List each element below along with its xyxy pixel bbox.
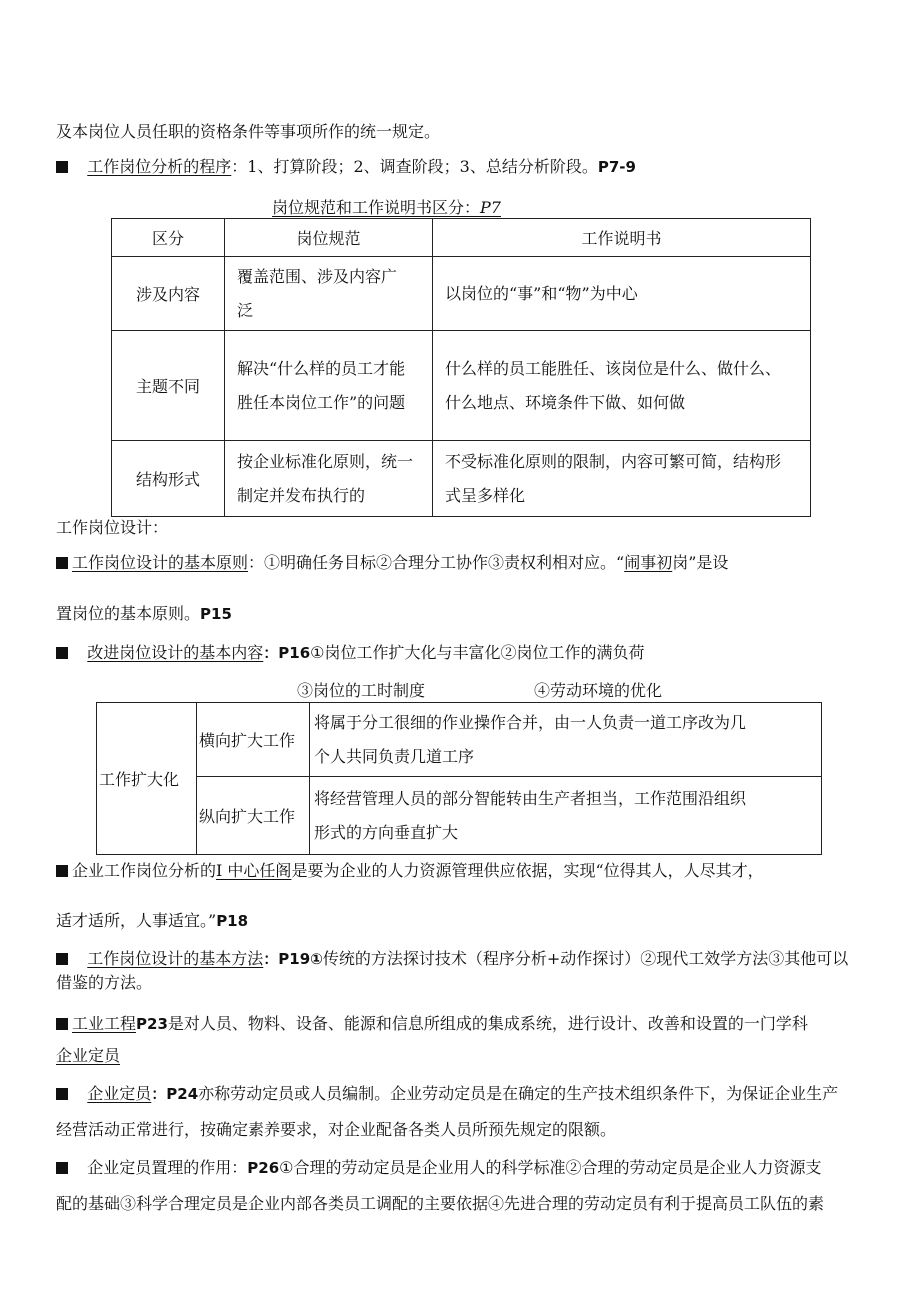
center-task-cont: [56, 910, 248, 932]
bullet-square-icon: [56, 1088, 68, 1100]
table-header: 岗位规范: [225, 219, 433, 257]
improve-sub1: ③岗位的工时制度: [297, 681, 426, 700]
underlined-text: 闹事初: [624, 553, 673, 572]
term-text: ①合理的劳动定员是企业用人的科学标准②合理的劳动定员是企业人力资源支: [279, 1158, 822, 1177]
term-title: 工业工程: [72, 1014, 137, 1033]
center-task-line: [56, 860, 764, 882]
section-heading: 企业定员: [56, 1046, 121, 1065]
page-ref: ：P24: [151, 1085, 199, 1103]
table-row: [112, 331, 811, 441]
table-cell: 不受标准化原则的限制，内容可繁可简，结构形 式呈多样化: [433, 441, 811, 517]
term-text: 传统的方法探讨技术（程序分析+动作探讨）②现代工效学方法③其他可以: [322, 949, 849, 968]
term-title: 工作岗位设计的基本方法: [87, 949, 264, 968]
table-cell: 按企业标准化原则，统一 制定并发布执行的: [225, 441, 433, 517]
table-cell: 主题不同: [112, 331, 225, 441]
expansion-table: [96, 702, 822, 855]
page-ref: P15: [200, 605, 232, 623]
improve-sub2: ④劳动环境的优化: [534, 681, 663, 700]
underlined-text: I 中心任阁: [216, 861, 292, 880]
term-title: 改进岗位设计的基本内容: [87, 643, 264, 662]
role-cont: 配的基础③科学合理定员是企业内部各类员工调配的主要依据④先进合理的劳动定员有利于提高员工队伍的素: [56, 1194, 825, 1213]
principle-cont: [56, 603, 232, 625]
comparison-table: [111, 218, 811, 517]
table-row: [97, 777, 822, 855]
table-row: [112, 441, 811, 517]
bullet-square-icon: [56, 1018, 68, 1030]
role-line: [56, 1157, 822, 1179]
bullet-square-icon: [56, 161, 68, 173]
term-text: 适才适所，人事适宜。”: [56, 911, 217, 930]
term-text: 是要为企业的人力资源管理供应依据，实现“位得其人，人尽其才，: [291, 861, 764, 880]
staffing-line: [56, 1083, 838, 1105]
table-cell: 覆盖范围、涉及内容广 泛: [225, 257, 433, 331]
staffing-cont: 经营活动正常进行，按确定素养要求，对企业配备各类人员所预先规定的限额。: [56, 1120, 617, 1139]
page-ref: P7-9: [597, 158, 636, 176]
table-cell: 横向扩大工作: [197, 703, 310, 777]
bullet-square-icon: [56, 865, 68, 877]
table-cell: 结构形式: [112, 441, 225, 517]
term-title: 工作岗位分析的程序: [87, 157, 232, 176]
page-ref: P18: [216, 912, 249, 930]
term-text: 亦称劳动定员或人员编制。企业劳动定员是在确定的生产技术组织条件下，为保证企业生产: [198, 1084, 839, 1103]
page-ref: P23: [136, 1015, 168, 1033]
improve-line: [56, 642, 645, 664]
term-text: 企业工作岗位分析的: [72, 861, 217, 880]
bullet-square-icon: [56, 953, 68, 965]
bullet-square-icon: [56, 647, 68, 659]
term-title: 企业定员置理的作用：: [87, 1158, 248, 1177]
circled-number: ①: [310, 950, 323, 968]
table-header: 区分: [112, 219, 225, 257]
caption-ref: P7: [480, 198, 501, 217]
program-line: [56, 156, 636, 178]
table-cell: 纵向扩大工作: [197, 777, 310, 855]
page-ref: ：P19: [263, 950, 311, 968]
bullet-square-icon: [56, 557, 68, 569]
term-text: ：1、打算阶段；2、调查阶段；3、总结分析阶段。: [231, 157, 598, 176]
caption-text: 岗位规范和工作说明书区分：: [272, 198, 481, 217]
page-ref: P26: [247, 1159, 280, 1177]
term-text: ①岗位工作扩大化与丰富化②岗位工作的满负荷: [310, 643, 645, 662]
term-title: 企业定员: [87, 1084, 152, 1103]
page-ref: ：P16: [263, 644, 311, 662]
table-cell: 工作扩大化: [97, 703, 197, 855]
term-text: ：①明确任务目标②合理分工协作③责权利相对应。“: [248, 553, 625, 572]
table-cell: 什么样的员工能胜任、该岗位是什么、做什么、 什么地点、环境条件下做、如何做: [433, 331, 811, 441]
table-cell: 涉及内容: [112, 257, 225, 331]
table-row: [112, 257, 811, 331]
methods-line: [56, 948, 848, 970]
term-text: 置岗位的基本原则。: [56, 604, 201, 623]
term-title: 工作岗位设计的基本原则: [72, 553, 249, 572]
bullet-square-icon: [56, 1162, 68, 1174]
term-text: 岗”是设: [672, 553, 729, 572]
section-heading: 工作岗位设计：: [56, 518, 169, 537]
table-header: 工作说明书: [433, 219, 811, 257]
term-text: 是对人员、物料、设备、能源和信息所组成的集成系统，进行设计、改善和设置的一门学科: [167, 1014, 808, 1033]
table-row: [97, 703, 822, 777]
ie-line: [56, 1013, 808, 1035]
table-cell: 以岗位的“事”和“物”为中心: [433, 257, 811, 331]
methods-cont: 借鉴的方法。: [56, 973, 153, 992]
table-cell: 将属于分工很细的作业操作合并，由一人负责一道工序改为几 个人共同负责几道工序: [310, 703, 822, 777]
table-caption: [272, 195, 501, 218]
text-line: 及本岗位人员任职的资格条件等事项所作的统一规定。: [56, 122, 441, 141]
principle-line: [56, 552, 728, 574]
table-cell: 将经营管理人员的部分智能转由生产者担当，工作范围沿组织 形式的方向垂直扩大: [310, 777, 822, 855]
table-cell: 解决“什么样的员工才能 胜任本岗位工作”的问题: [225, 331, 433, 441]
